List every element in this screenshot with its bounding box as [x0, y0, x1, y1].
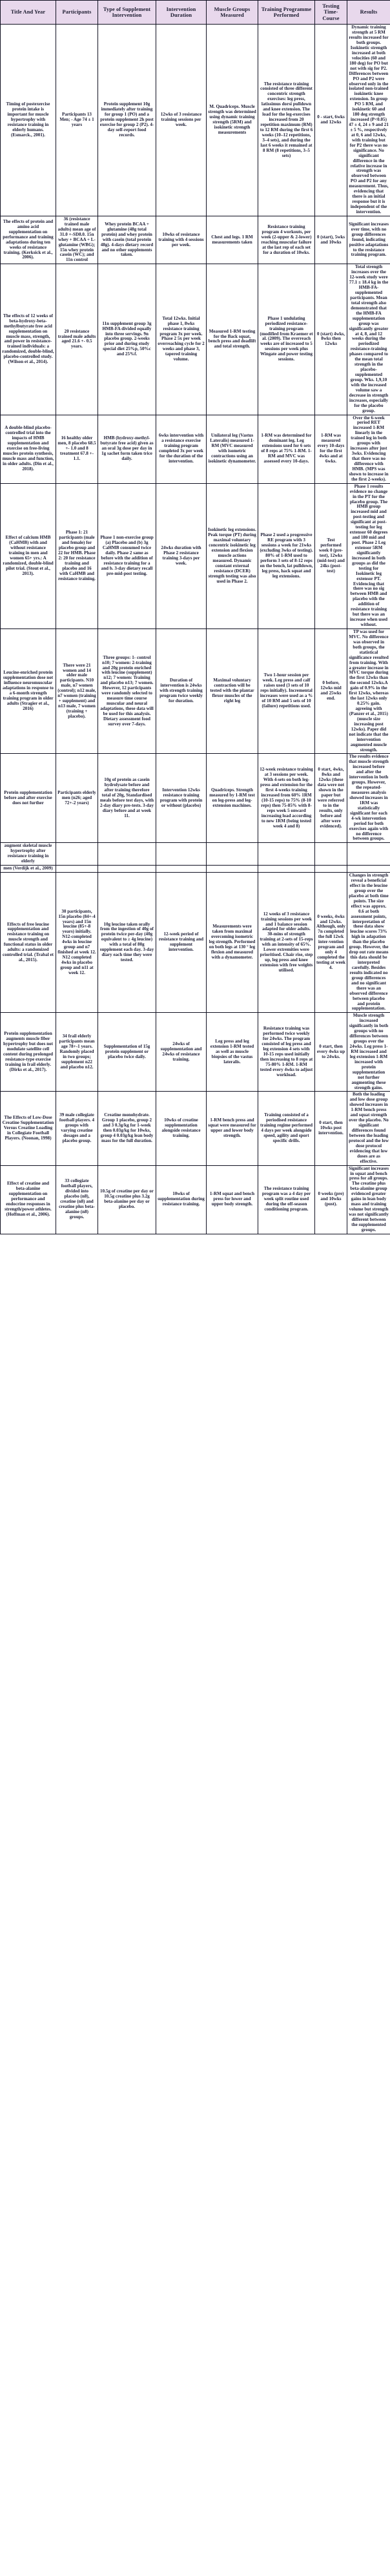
cell-text: 34 frail elderly participants mean age 78+-1 years. Randomly placed in two groups; supplement n22 and placebo n12.: [59, 1034, 95, 1070]
cell-muscle: [207, 628, 258, 754]
column-header-supplement-intervention: Type of Supplement Intervention: [98, 1, 156, 25]
cell-testing: [315, 415, 347, 483]
cell-text: Both the loading and low dose group showed increases in 1-RM bench press and squat strength over the placebo. No significant differences found between the loading protocol and the low dose protocol evidencing that low doses are as effective.: [349, 1092, 389, 1164]
cell-text: 1-RM squat and bench press for lower and upper body strength.: [209, 1191, 255, 1207]
cell-participants: [56, 25, 98, 216]
cell-text: Measurements were taken from maximal overcoming isometric leg strength. Performed on both legs at 130 ° leg flexion and measured with a dynamometer.: [209, 924, 256, 961]
cell-text: 1-RM bench press and squat were measured for upper and lower body strength.: [208, 1117, 256, 1138]
cell-programme: [258, 873, 315, 1013]
cell-muscle: [207, 754, 258, 843]
cell-testing: [315, 216, 347, 264]
cell-supplement: [98, 628, 156, 754]
cell-testing: [315, 1013, 347, 1092]
cell-muscle: [207, 483, 258, 628]
cell-participants: [56, 1013, 98, 1092]
cell-muscle: [207, 843, 258, 866]
cell-programme: [258, 264, 315, 415]
cell-text: The resistance training consisted of three different concentric strength exercises: leg press, latissimus dorsi pulldown and knee extension. The load for the leg-exercises increased from 20 repetition maximum (RM) to 12 RM during the first 6 weeks (10–12 repetitions, 3–4 sets), and during the last 6 weeks it remained at 8 RM (8 repetitions, 3–5 sets): [260, 81, 313, 158]
cell-testing: [315, 1165, 347, 1234]
cell-title: [1, 483, 56, 628]
cell-text: Measured 1-RM testing for the Back squat, bench press and deadlift and total strength.: [208, 328, 256, 349]
cell-text: 10g of protein as casein hydrolysate before and after training therefore total of 20g, Standardised meals before test days, with 2-day diary pre-tests. 3-day diary before and at week 11.: [99, 777, 154, 818]
cell-text: 0 before, 12wks mid and 25wks end.: [320, 680, 342, 701]
cell-text: Leg press and leg extension 1-RM tested as well as muscle biopsies of the vastus lateralis.: [210, 1039, 254, 1065]
cell-text: Creatine monohydrate. Group 1 placebo, group 2 and 3 0.3g/kg for 1-week then 0.03g/kg for 10wks, group 4 0.03g/kg lean body mass for the full duration.: [100, 1112, 154, 1143]
column-header-intervention-duration: Intervention Duration: [156, 1, 207, 25]
cell-supplement: [98, 873, 156, 1013]
cell-participants: [56, 483, 98, 628]
cell-testing: [315, 1092, 347, 1165]
cell-text: Three groups: 1- control n10; 7 women: 2-training and 20g protein enriched with leucine (supplement) n12; 7 women: Training and placebo n13; 7 women. However, 12 participants were randomly selected to measure time course muscular and neural adaptations, these data will be used for this analysis. Dietary assessment food survey over 7-days.: [100, 654, 154, 727]
cell-muscle: [207, 216, 258, 264]
cell-results: [347, 264, 390, 415]
table-row: [1, 1165, 390, 1234]
cell-text: Total 12wks. Initial phase 1, 8wks resistance training program 3x per week. Phase 2 5x per week overreaching cycle for 2 weeks and phase 3, tapered training volume.: [158, 315, 205, 362]
cell-title: [1, 843, 56, 866]
cell-results: [347, 483, 390, 628]
column-header-title-and-year: Title And Year: [1, 1, 56, 25]
cell-text: Effects of free leucine supplementation and resistance training on muscle strength and functional status in older adults: a randomized controlled trial. (Trabal et al., 2015).: [3, 921, 54, 963]
cell-text: Two 1-hour session per week. Leg press and calf raises used (3 sets of 10 reps initially). Incremental increases were used as a % of 10 RM and 5 sets of 10 (failure) repetitions used.: [260, 672, 313, 709]
cell-text: Test performed week 0 (pre-test), 12wks (mid-test) and 24ks (post-test): [317, 537, 345, 574]
cell-duration: [156, 1092, 207, 1165]
table-header: [1, 1, 390, 25]
cell-text: 30 participants, 15n placebo (84+-4 years) and 15n leucine (85+-8 years) initially. N12-completed 4wks in leucine group and n7 finished at week 12. N12 completed 4wks in placebo group and n11 at week 12.: [57, 908, 96, 975]
cell-text: 16 healthy older men, 8 placebo 68.5 +- 1.0 and 8 treatment 67.8 +- 1.1.: [57, 435, 96, 462]
cell-supplement: [98, 1092, 156, 1165]
table-row: [1, 483, 390, 628]
cell-text: Participants 13 Men; - Age 74 ± 1 years: [59, 112, 94, 128]
cell-text: 10wks of resistance training with 4 sessions per week.: [158, 231, 204, 247]
cell-text: Phase 1 results evidence no change in the PT for the placebo group. The HMB group increased mid and post-testing and significant at post-testing for leg extensor 60 degrees and 180 mid and post. Phase 2 Leg extensor 5RM significantly increased in both groups as did the testing for Isokinetic leg extensor PT. Evidencing that there was no sig between HMB and placebo with the addition of resistance training but there was an increase when used without.: [349, 483, 388, 628]
cell-text: 33 collegiate football players, divided into placebo (n8), creatine (n8) and creatine plus beta-alanine (n8) groups.: [59, 1178, 95, 1220]
cell-text: Significant increases over time, with no group differences found, indicating positive adaptations to the resistance training program.: [349, 221, 389, 258]
cell-text: augment skeletal muscle hypertrophy after resistance training in elderly: [4, 843, 52, 864]
cell-results: [347, 1013, 390, 1092]
cell-text: Resistance training program 4 workouts, per week (2-upper & 2-lower) reaching muscular failure at the last rep of each set for a duration of 10wks.: [261, 223, 312, 255]
cell-text: Chest and legs. 1 RM measurements taken: [211, 234, 253, 245]
cell-duration: [156, 264, 207, 415]
cell-text: 39 male collegiate football players. 4 groups with varying creatine dosages and a placebo group.: [59, 1112, 95, 1143]
cell-testing: [315, 873, 347, 1013]
cell-participants: [56, 1092, 98, 1165]
cell-title: [1, 1165, 56, 1234]
cell-text: 36 (resistance trained male adults) mean age of 31.0 +-SD8.0. 15n whey + BCAA + L-glutamine (WBG); 15n whey protein casein (WC); and 11n control: [57, 216, 96, 263]
cell-muscle: [207, 866, 258, 873]
cell-title: [1, 1013, 56, 1092]
cell-text: Over the 6-week period RET increased 1-RM linearly in the trained leg in both groups with increases after just 3wks. Evidencing that there was no difference with HMB. (MPS was shown to increase in the first 2-weeks).: [349, 415, 389, 482]
table-row: [1, 1092, 390, 1165]
studies-summary-table: [0, 0, 390, 1234]
cell-title: [1, 866, 56, 873]
cell-text: 0 start, then 10wks post intervention.: [318, 1120, 344, 1136]
column-header-testing-time-course: Testing Time-Course: [315, 1, 347, 25]
cell-text: TP was used for MVC. No difference was observed in both groups, the statistical significance resulted from training. With a greater increase in MVC torque during the first 12wks than the second 12wks.A gain of 0.9% in the first 12wks, whereas the last 12wks only 0.25% gain. agreeing with (Panzer et al., 2015) (muscle size increasing post 12wks). Paper did not indicate that the intervention augmented muscle strength.: [349, 628, 389, 753]
cell-duration: [156, 843, 207, 866]
cell-text: The results evidence that muscle strength increased before and after the intervention in both groups. However, the repeated-measures analysis showed increases in 1RM was statistically significant for each 4-wk intervention period for both exercises again with no difference between groups.: [349, 754, 389, 842]
cell-duration: [156, 483, 207, 628]
cell-participants: [56, 1165, 98, 1234]
cell-testing: [315, 25, 347, 216]
table-row: [1, 264, 390, 415]
cell-supplement: [98, 264, 156, 415]
cell-results: [347, 843, 390, 866]
cell-muscle: [207, 1092, 258, 1165]
cell-text: 0 (start) 4wks, 8wks then 12wks: [316, 331, 345, 347]
cell-muscle: [207, 415, 258, 483]
cell-results: [347, 873, 390, 1013]
cell-text: 10wks of supplementation during resistance training.: [158, 1191, 205, 1207]
table-row: [1, 866, 390, 873]
cell-text: 11n supplement group 3g HMB-FA divided equally into three servings. 9n placebo group. 2-weeks prior and during study special diet 25%p, 50%c and 25%f.: [102, 320, 152, 357]
cell-text: Training consisted of a periodised resistance training regime performed 4 days per week alongside speed, agility and sport specific drills.: [260, 1112, 313, 1143]
cell-supplement: [98, 25, 156, 216]
column-header-muscle-groups-measured: Muscle Groups Measured: [207, 1, 258, 25]
table-row: [1, 843, 390, 866]
cell-participants: [56, 866, 98, 873]
cell-programme: [258, 754, 315, 843]
cell-text: Effect of calcium HMB (CaHMB) with and without resistance training in men and women 65+ yrs.: A randomized, double-blind pilot trial. (Stout et al., 2013).: [3, 535, 54, 576]
cell-text: Whey protein BCAA + glutamine (48g total protein) and whey protein with casein (total protein 48g). 4-days dietary record and no other supplements taken.: [100, 221, 154, 258]
cell-supplement: [98, 1013, 156, 1092]
cell-results: [347, 1092, 390, 1165]
cell-duration: [156, 754, 207, 843]
cell-text: 10g leucine taken orally from the ingestion of 40g of protein twice per-day (40g equivalent to ≥ 4g leucine) with a total of 80g supplement each day. 3-day diary each time they were tested.: [99, 921, 154, 963]
cell-participants: [56, 754, 98, 843]
cell-text: The effects of 12 weeks of beta-hydroxy-beta-methylbutyrate free acid supplementation on muscle mass, strength, and power in resistance-trained individuals: a randomized, double-blind, placebo-controlled study. (Wilson et al., 2014).: [2, 313, 54, 365]
cell-results: [347, 25, 390, 216]
cell-participants: [56, 415, 98, 483]
cell-text: 10.5g of creatine per day or 10.5g creatine plus 3.2g beta-alanine per day or placebo.: [100, 1189, 154, 1210]
cell-text: The Effects of Low-Dose Creatine Supplementation Versus Creatine Loading in Collegiate Football Players. (Noonan, 1998): [2, 1115, 54, 1141]
cell-title: [1, 264, 56, 415]
cell-text: Resistance training was performed twice weekly for 24wks. The program consisted of leg press and leg extension 4 sets with 10-15 reps used initially then increasing to 8 reps at 75-80% 1-RM. 1-RM tested every 4wks to adjust workload.: [260, 1026, 313, 1077]
cell-title: [1, 1092, 56, 1165]
cell-duration: [156, 25, 207, 216]
cell-testing: [315, 483, 347, 628]
cell-results: [347, 754, 390, 843]
cell-participants: [56, 264, 98, 415]
cell-supplement: [98, 483, 156, 628]
table-row: [1, 1013, 390, 1092]
cell-participants: [56, 628, 98, 754]
cell-text: 0 (start), 5wks and 10wks: [316, 234, 345, 245]
cell-duration: [156, 873, 207, 1013]
cell-duration: [156, 415, 207, 483]
cell-text: Participants elderly men (n26; aged 72+-2 years): [57, 790, 96, 805]
cell-results: [347, 628, 390, 754]
cell-text: 12 weeks of 3 resistance training sessions per week and 1 balance session adapted for older adults. 30-mins of strength training at 2-sets of 15-reps with an intensity of 65%. Lower extremities were prioritised. Chair rise, step up, leg press and knee extension with free weights utilised.: [260, 911, 313, 973]
cell-text: Dynamic training strength at 5 RM results increased for both groups. Isokinetic strength increased at both velocities (60 and 180 deg) for PO but not with sig for P2. Differences between PO and P2 were observed only in the isolated non-trained isokinetic knee extension. In group PO 5 RM, and isokinetic 60 and 180 deg strength increased (P<0.05) 47 ± 4, 24 ± 9 and 21 ± 5 %, respectively at 0, 6 and 12wks, with training but for P2 there was no significance. No significant difference in the relative increase in strength was observed between PO and P2 for any measurement. Thus, evidencing that there is an initial response but it is independent of the intervention.: [349, 25, 389, 214]
table-row: [1, 873, 390, 1013]
cell-supplement: [98, 843, 156, 866]
cell-participants: [56, 873, 98, 1013]
table-body: [1, 25, 390, 1234]
cell-text: 1-RM was determined for dominant leg. Leg extensions used for 6 sets of 8 reps at 75% 1-RM. 1-RM and MVC was assessed every 10-days.: [261, 433, 312, 464]
cell-text: 12wks of 3 resistance training sessions per week.: [160, 112, 202, 128]
cell-text: There were 21 women and 14 older male participants. N10 male, n7 women (control); n12 male, n7 women (training + supplement) and n13 male, 7 women (training + placebo).: [57, 662, 96, 719]
cell-testing: [315, 754, 347, 843]
cell-text: Protein supplementation before and after exercise does not further: [4, 790, 52, 805]
cell-text: 0 weeks (pre) and 10wks (post).: [318, 1191, 344, 1207]
cell-text: Unilateral leg (Vastus Lateralis) measured 1-RM (MVC measured with isometric contractions using an isokinetic dynamometer.: [208, 433, 256, 464]
cell-text: 20 resistance trained male adults aged 21.6 +- 0.5 years.: [57, 328, 96, 349]
cell-duration: [156, 1013, 207, 1092]
cell-text: 0 start, 4wks, 8wks and 12wks (these data were not shown in the paper but were referred to in the results, only before and after were evidenced).: [317, 767, 345, 829]
cell-results: [347, 216, 390, 264]
cell-testing: [315, 866, 347, 873]
cell-text: Duration of intervention is 24wks with strength training program twice weekly for duration.: [159, 678, 203, 704]
cell-text: 12-week resistance training at 3 sessions per week. With 4-sets on both leg-press and extension for the first 4-weeks training increased from 60% 1RM (10-15 reps) to 75% (8-10 reps) then 75-85% with 8-reps week 5 onward increasing load according to new 1RM (being tested week 4 and 8): [260, 767, 313, 829]
cell-text: The resistance training program was a 4 day per week split routine used during the off-season conditioning program.: [262, 1186, 311, 1212]
cell-text: men (Verdijk et al., 2009): [3, 866, 53, 871]
table-row: [1, 754, 390, 843]
column-header-participants: Participants: [56, 1, 98, 25]
cell-text: 24wks duration with Phase 2 resistance training 3-days per week.: [161, 545, 201, 566]
cell-title: [1, 873, 56, 1013]
table-row: [1, 216, 390, 264]
cell-text: HMB (hydroxy-methyl-butyrate free acid) given as an oral 3g dose per day in 1g sachet form taken trice daily.: [100, 435, 154, 462]
cell-programme: [258, 866, 315, 873]
cell-text: The effects of protein and amino acid supplementation on performance and training adaptations during ten weeks of resistance training. (Kerksick et al., 2006).: [3, 218, 54, 260]
cell-text: 0 weeks, 4wks and 12wks. Although, only 7n completed the full 12wk inter-vention program and only 4 completed the testing at week 4.: [316, 913, 345, 970]
cell-testing: [315, 628, 347, 754]
cell-text: 1-RM was measured every 10-days for the first 4wks and at 6wks.: [317, 433, 345, 464]
cell-programme: [258, 216, 315, 264]
cell-programme: [258, 25, 315, 216]
cell-text: A double-blind placebo-controlled trial into the impacts of HMB supplementation and exercise on free-living muscles protein synthesis, muscle mass and function, in older adults. (Din et al., 2018).: [2, 425, 54, 472]
cell-testing: [315, 264, 347, 415]
cell-text: Effect of creatine and beta-alanine supplementation on performance and endocrine responses in strength/power athletes. (Hoffman et al., 2006).: [5, 1181, 52, 1218]
cell-text: Quadriceps. Strength measured by 1-RM test on leg-press and leg-extension machines.: [209, 787, 255, 808]
cell-text: Phase 1: 21 participants (male and female) for placebo group and 22 for HMB. Phase 2: 20 for resistance training and placebo and 16 with CaHMB and resistance training.: [58, 530, 96, 581]
cell-title: [1, 25, 56, 216]
cell-text: 0 start, then every 4wks up to 24wks.: [316, 1044, 345, 1059]
cell-duration: [156, 628, 207, 754]
cell-supplement: [98, 216, 156, 264]
cell-text: Protein supplement 10g immediately after training for group 1 (PO) and a protein supplement 2h post exercise for group 2 (P2). 4-day self-report food records.: [99, 101, 154, 138]
cell-muscle: [207, 264, 258, 415]
cell-results: [347, 866, 390, 873]
cell-supplement: [98, 415, 156, 483]
cell-results: [347, 415, 390, 483]
cell-muscle: [207, 873, 258, 1013]
cell-muscle: [207, 1165, 258, 1234]
cell-duration: [156, 1165, 207, 1234]
cell-results: [347, 1165, 390, 1234]
cell-programme: [258, 1165, 315, 1234]
cell-text: Phase 2 used a progressive RE program with 3 sessions a week for 21wks (excluding 3wks of testing). 80% of 1-RM used to perform 3 sets of 8-12 reps on the bench, lat pulldown, leg press, hack squat and leg extensions.: [260, 532, 313, 579]
cell-programme: [258, 843, 315, 866]
cell-supplement: [98, 1165, 156, 1234]
cell-muscle: [207, 25, 258, 216]
cell-title: [1, 628, 56, 754]
cell-programme: [258, 1092, 315, 1165]
cell-text: Muscle strength increased significantly in both groups with no differences between groups over the 24wks. Leg press 1-RM increased and leg extension 1-RM increased with protein supplementation not further augmenting these strength gains.: [349, 1013, 389, 1090]
cell-participants: [56, 843, 98, 866]
cell-programme: [258, 483, 315, 628]
cell-text: 6wks intervention with a resistance exercise training program completed 3x per week for the duration of the intervention.: [158, 433, 204, 464]
cell-testing: [315, 843, 347, 866]
cell-muscle: [207, 1013, 258, 1092]
table-row: [1, 628, 390, 754]
cell-text: 12-week period of resistance training and supplement intervention.: [158, 931, 204, 953]
table-row: [1, 415, 390, 483]
cell-programme: [258, 628, 315, 754]
cell-text: Significant increases in squat and bench press for all groups. The creatine plus beta-alanine group evidenced greater gains in lean body mass and training volume but strength was not significantly different between the supplemented groups.: [349, 1165, 389, 1232]
cell-text: Timing of postexercise protein intake is important for muscle hypertrophy with resistance training in elderly humans. (Esmarck., 2001).: [6, 101, 50, 138]
cell-text: Phase 1 undulating periodized resistance-training program (modified from Kraemer et al. (2009). The overreach weeks are of increased to 5 sessions per week plus Wingate and power testing sessions.: [260, 315, 313, 362]
cell-text: Phase 1 non-exercise group (a) Placebo and (b) 3g CaHMB consumed twice daily. Phase 2 same as before with the addition of resistance training for a and b. 3-day dietary recall pre-mid-post testing.: [100, 535, 154, 576]
cell-title: [1, 415, 56, 483]
cell-supplement: [98, 866, 156, 873]
cell-duration: [156, 216, 207, 264]
cell-title: [1, 216, 56, 264]
column-header-results: Results: [347, 1, 390, 25]
cell-text: Isokinetic leg extensions. Peak torque (PT) during maximal voluntary concentric isokinetic leg extension and flexion muscle actions measured. Dynamic constant external resistance (DCER) strength testing was also used in Phase 2.: [208, 527, 256, 584]
cell-text: Intervention 12wks resistance training program with protein or without (placebo): [159, 787, 203, 808]
cell-text: Maximal voluntary contraction will be tested with the plantar flexor muscles of the right leg: [210, 678, 254, 704]
cell-text: Changes in strength reveal a beneficial effect in the leucine group over the placebo at both time points. The size effect was approx. 0.6 at both assessment points, interpretation of these data show leucine scores 73% high in adapation than the placebo group. However, the drop out rate means this data should be interpreted carefully. Besides results indicated no group differences and no significant there was an observed difference between placebo and protein supplementation.: [349, 873, 389, 1012]
column-header-training-programme: Training Programme Performed: [258, 1, 315, 25]
cell-text: 10wks of creatine supplementation alongside resistance training.: [161, 1117, 201, 1138]
cell-duration: [156, 866, 207, 873]
cell-text: 24wks of supplementation and 24wks of resistance training.: [160, 1041, 202, 1062]
cell-supplement: [98, 754, 156, 843]
cell-text: Protein supplementation augments muscle fiber hypertrophy but does not modulate satellite cell content during prolonged resistance-type exercise training in frail elderly. (Dirks et al., 2017).: [3, 1031, 54, 1072]
table-row: [1, 25, 390, 216]
cell-text: M. Quadriceps. Muscle strength was determined using dynamic training strength (5RM) and isokinetic strength measurements: [208, 104, 256, 135]
cell-programme: [258, 1013, 315, 1092]
cell-title: [1, 754, 56, 843]
header-row: [1, 1, 390, 25]
cell-text: 0 - start, 6wks and 12wks: [317, 114, 345, 125]
cell-text: Total strength increases over the 12-week study were 77.1 ± 18.4 kg in the HMB-FA-supplemented participants. Mean total strength also demonstrated that the HMB-FA supplementation group was significantly greater at 4, 8, and 12 weeks during the periodized resistance-training phases compared to the mean total strength in the placebo-supplemented group. Wks. 1,9,10 with the increased volume saw a decrease in strength increases, especially for the placebo group.: [349, 264, 389, 413]
cell-text: Supplementation of 15g protein supplement or placebo twice daily.: [103, 1044, 150, 1059]
cell-text: Leucine-enriched protein supplementation dose not influence neuromuscular adaptations in response to a 6-month strength training program in older adults (Stragier et al., 2016): [3, 670, 54, 712]
cell-participants: [56, 216, 98, 264]
cell-programme: [258, 415, 315, 483]
